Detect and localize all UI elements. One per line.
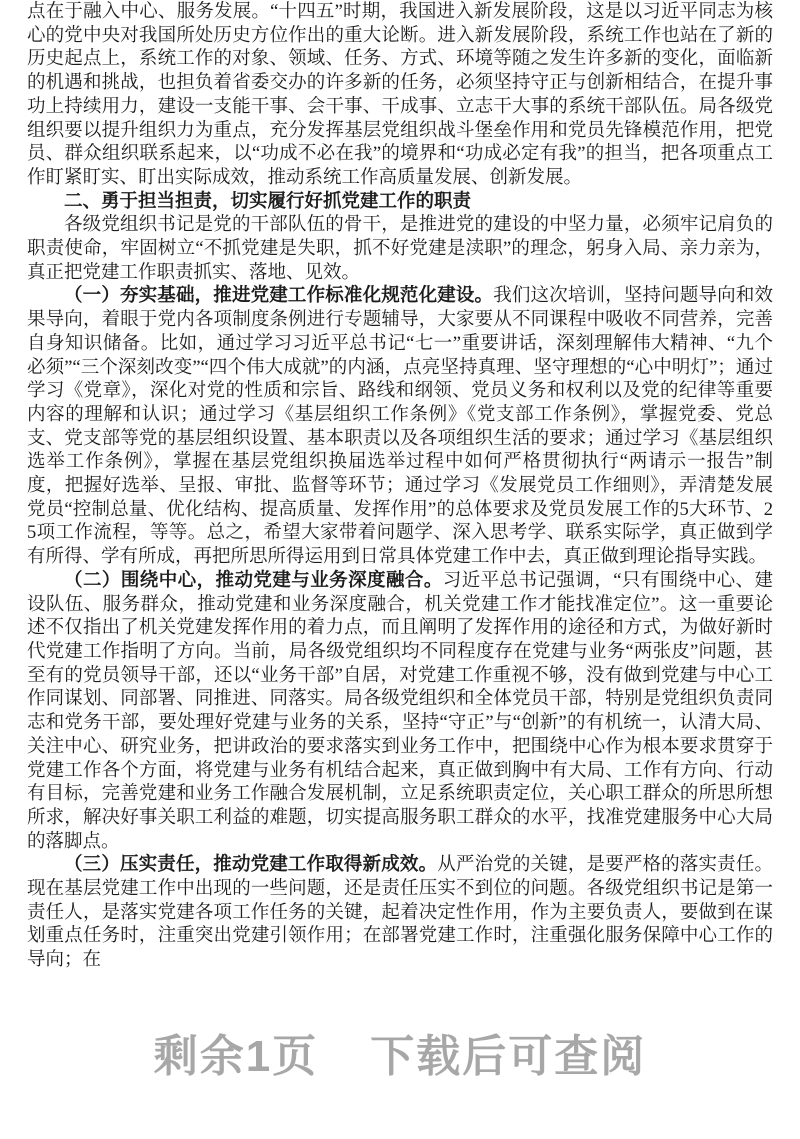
subsection-1-lead: （一）夯实基础，推进党建工作标准化规范化建设。 (64, 286, 494, 307)
subsection-3-body: 从严治党的关键，是要严格的落实责任。现在基层党建工作中出现的一些问题，还是责任压实不到位的问题。各级党组织书记是第一责任人，是落实党建各项工作任务的关键，起着决定性作用，作为主要负责人，要做到在谋划重点任务时，注重突出党建引领作用；在部署党建工作时，注重强化服务保障中心工作的导向；在 (27, 855, 773, 971)
subsection-1-body: 我们这次培训，坚持问题导向和效果导向，着眼于党内各项制度条例进行专题辅导，大家要从不同课程中吸收不同营养，完善自身知识储备。比如，通过学习习近平总书记“七一”重要讲话，深刻理解伟大精神、“九个必须”“三个深刻改变”“四个伟大成就”的内涵，点亮坚持真理、坚守理想的“心中明灯”；通过学习《党章》，深化对党的性质和宗旨、路线和纲领、党员义务和权利以及党的纪律等重要内容的理解和认识；通过学习《基层组织工作条例》《党支部工作条例》，掌握党委、党总支、党支部等党的基层组织设置、基本职责以及各项组织生活的要求；通过学习《基层组织选举工作条例》，掌握在基层党组织换届选举过程中如何严格贯彻执行“两请示一报告”制度，把握好选举、呈报、审批、监督等环节；通过学习《发展党员工作细则》，弄清楚发展党员“控制总量、优化结构、提高质量、发挥作用”的总体要求及党员发展工作的5大环节、25项工作流程，等等。总之，希望大家带着问题学、深入思考学、联系实际学，真正做到学有所得、学有所成，再把所思所得运用到日常具体党建工作中去，真正做到理论指导实践。 (27, 286, 773, 568)
download-hint-label: 下载后可查阅 (370, 1032, 647, 1081)
subsection-paragraph-1 (27, 285, 773, 569)
document-body (27, 1, 773, 973)
section-intro-paragraph: 各级党组织书记是党的干部队伍的骨干，是推进党的建设的中坚力量，必须牢记肩负的职责使命，牢固树立“不抓党建是失职，抓不好党建是渎职”的理念，躬身入局、亲力亲为，真正把党建工作职责抓实、落地、见效。 (27, 215, 773, 283)
subsection-2-body: 习近平总书记强调，“只有围绕中心、建设队伍、服务群众，推动党建和业务深度融合，机关党建工作才能找准定位”。这一重要论述不仅指出了机关党建发挥作用的着力点，而且阐明了发挥作用的途径和方式，为做好新时代党建工作指明了方向。当前，局各级党组织均不同程度存在党建与业务“两张皮”问题，甚至有的党员领导干部，还以“业务干部”自居，对党建工作重视不够，没有做到党建与中心工作同谋划、同部署、同推进、同落实。局各级党组织和全体党员干部，特别是党组织负责同志和党务干部，要处理好党建与业务的关系，坚持“守正”与“创新”的有机统一，认清大局、关注中心、研究业务，把讲政治的要求落实到业务工作中，把围绕中心作为根本要求贯穿于党建工作各个方面，将党建与业务有机结合起来，真正做到胸中有大局、工作有方向、行动有目标，完善党建和业务工作融合发展机制，立足系统职责定位，关心职工群众的所思所想所求，解决好事关职工利益的难题，切实提高服务职工群众的水平，找准党建服务中心大局的落脚点。 (27, 570, 773, 852)
pages-remaining-label: 剩余1页 (153, 1032, 319, 1081)
subsection-2-lead: （二）围绕中心，推动党建与业务深度融合。 (64, 570, 443, 591)
subsection-paragraph-2 (27, 570, 773, 854)
body-paragraph-continuation: 点在于融入中心、服务发展。“十四五”时期，我国进入新发展阶段，这是以习近平同志为核心的党中央对我国所处历史方位作出的重大论断。进入新发展阶段，系统工作也站在了新的历史起点上，系统工作的对象、领域、任务、方式、环境等随之发生许多新的变化，面临新的机遇和挑战，也担负着省委交办的许多新的任务，必须坚持守正与创新相结合，在提升事功上持续用力，建设一支能干事、会干事、干成事、立志干大事的系统干部队伍。局各级党组织要以提升组织力为重点，充分发挥基层党组织战斗堡垒作用和党员先锋模范作用，把党员、群众组织联系起来，以“功成不必在我”的境界和“功成必定有我”的担当，把各项重点工作盯紧盯实、盯出实际成效，推动系统工作高质量发展、创新发展。 (27, 2, 773, 188)
subsection-3-lead: （三）压实责任，推动党建工作取得新成效。 (64, 855, 438, 876)
preview-footer-banner (0, 1031, 800, 1083)
section-heading: 二、勇于担当担责，切实履行好抓党建工作的职责 (64, 191, 472, 212)
subsection-paragraph-3 (27, 854, 773, 973)
